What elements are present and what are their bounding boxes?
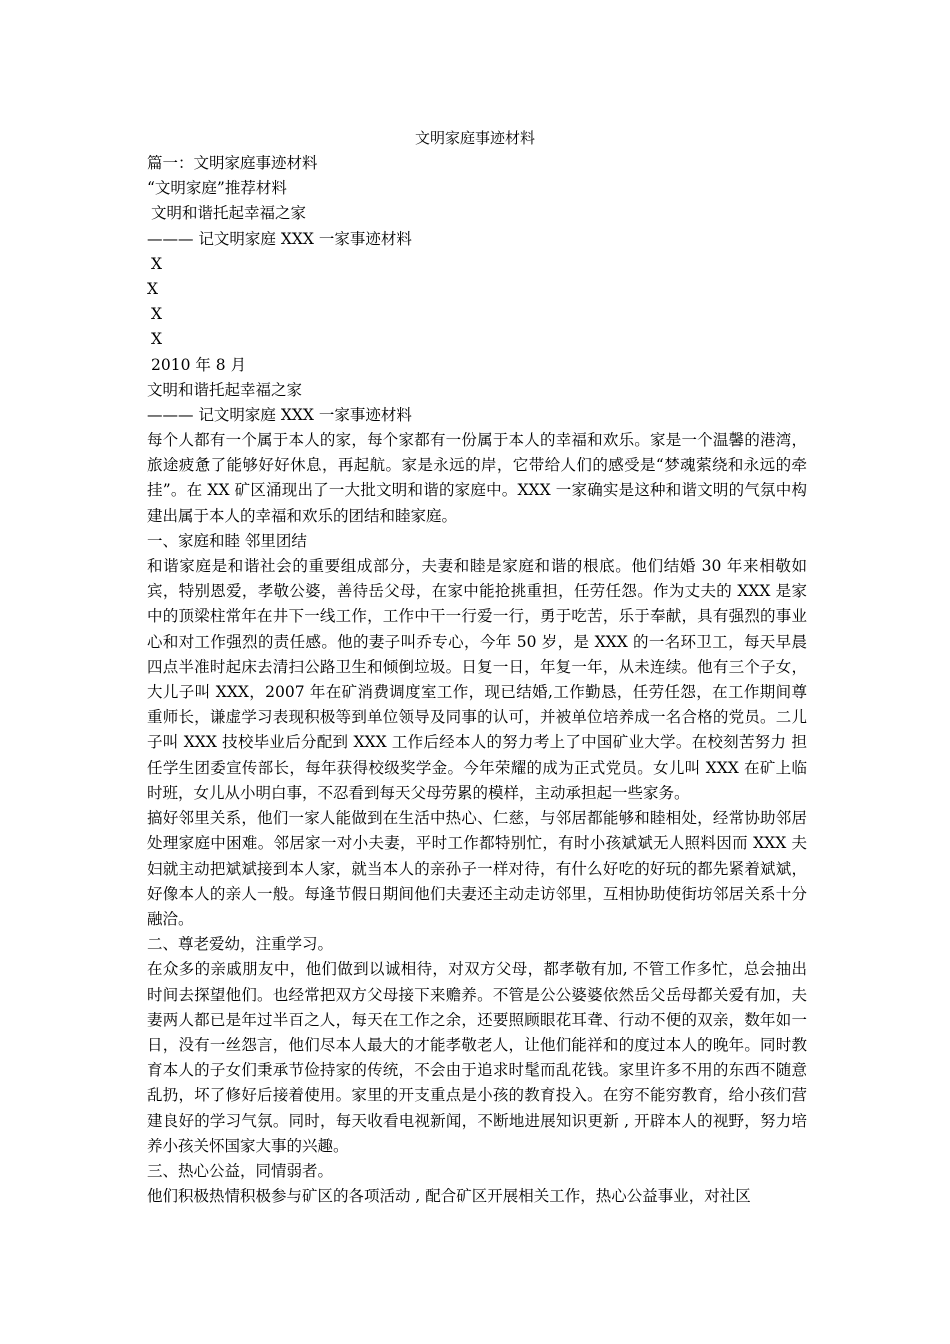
header-line-placeholder: X [151, 305, 163, 324]
section-heading-respect-elders: 二、尊老爱幼，注重学习。 [147, 935, 334, 954]
header-line-byline: ——— 记文明家庭 XXX 一家事迹材料 [147, 229, 412, 248]
paragraph-family-harmony: 和谐家庭是和谐社会的重要组成部分，夫妻和睦是家庭和谐的根底。他们结婚 30 年来相敬如宾，特别恩爱，孝敬公婆，善待岳父母，在家中能抢挑重担，任劳任怨。作为丈夫的 XXX 是家中的顶梁柱常年在井下一线工作，工作中干一行爱一行，勇于吃苦，乐于奉献，具有强烈的事业心和对工作强烈的责任感。他的妻子叫乔专心，今年 50 岁，是 XXX 的一名环卫工，每天早晨四点半准时起床去清扫公路卫生和倾倒垃圾。日复一日，年复一年，从未连续。他有三个子女，大儿子叫 XXX，2007 年在矿消费调度室工作，现已结婚,工作勤恳，任劳任怨，在工作期间尊重师长，谦虚学习表现积极等到单位领导及同事的认可，并被单位培养成一名合格的党员。二儿子叫 XXX 技校毕业后分配到 XXX 工作后经本人的努力考上了中国矿业大学。在校刻苦努力 担任学生团委宣传部长，每年获得校级奖学金。今年荣耀的成为正式党员。女儿叫 XXX 在矿上临时班，女儿从小明白事，不忍看到每天父母劳累的模样，主动承担起一些家务。 [147, 557, 807, 802]
intro-paragraph: 每个人都有一个属于本人的家，每个家都有一份属于本人的幸福和欢乐。家是一个温馨的港湾，旅途疲惫了能够好好休息，再起航。家是永远的岸，它带给人们的感受是“梦魂萦绕和永远的牵挂”。在 XX 矿区涌现出了一大批文明和谐的家庭中。XXX 一家确实是这种和谐文明的气氛中构建出属于本人的幸福和欢乐的团结和睦家庭。 [147, 431, 807, 525]
header-line-date: 2010 年 8 月 [151, 355, 247, 374]
paragraph-neighbor-relations: 搞好邻里关系，他们一家人能做到在生活中热心、仁慈，与邻居都能够和睦相处，经常协助邻居处理家庭中困难。邻居家一对小夫妻，平时工作都特别忙，有时小孩斌斌无人照料因而 XXX 夫妇就主动把斌斌接到本人家，就当本人的亲孙子一样对待，有什么好吃的好玩的都先紧着斌斌，好像本人的亲人一般。每逢节假日期间他们夫妻还主动走访邻里，互相协助使街坊邻居关系十分融洽。 [147, 809, 807, 928]
paragraph-public-welfare: 他们积极热情积极参与矿区的各项活动 , 配合矿区开展相关工作，热心公益事业，对社区 [147, 1187, 751, 1206]
document-title: 文明家庭事迹材料 [414, 129, 535, 147]
paragraph-respect-elders: 在众多的亲戚朋友中，他们做到以诚相待，对双方父母，都孝敬有加, 不管工作多忙，总会抽出时间去探望他们。也经常把双方父母接下来赡养。不管是公公婆婆依然岳父岳母都关爱有加，夫妻两人都已是年过半百之人，每天在工作之余，还要照顾眼花耳聋、行动不便的双亲，数年如一日，没有一丝怨言，他们尽本人最大的才能孝敬老人，让他们能祥和的度过本人的晚年。同时教育本人的子女们秉承节俭持家的传统，不会由于追求时髦而乱花钱。家里许多不用的东西不随意乱扔，坏了修好后接着使用。家里的开支重点是小孩的教育投入。在穷不能穷教育，给小孩们营建良好的学习气氛。同时，每天收看电视新闻，不断地进展知识更新 , 开辟本人的视野，努力培养小孩关怀国家大事的兴趣。 [147, 960, 807, 1155]
document-body [147, 151, 807, 1209]
header-line-placeholder: X [151, 254, 163, 273]
header-line-recommendation: “文明家庭”推荐材料 [147, 179, 287, 198]
header-line-subtitle-repeat: 文明和谐托起幸福之家 [147, 380, 303, 399]
header-line-subtitle: 文明和谐托起幸福之家 [151, 204, 307, 223]
section-heading-family-harmony: 一、家庭和睦 邻里团结 [147, 531, 307, 550]
header-line-placeholder: X [147, 279, 159, 298]
section-heading-public-welfare: 三、热心公益，同情弱者。 [147, 1161, 334, 1180]
header-line-placeholder: X [151, 330, 163, 349]
header-line-byline-repeat: ——— 记文明家庭 XXX 一家事迹材料 [147, 405, 412, 424]
header-line-section-label: 篇一：文明家庭事迹材料 [147, 154, 318, 172]
